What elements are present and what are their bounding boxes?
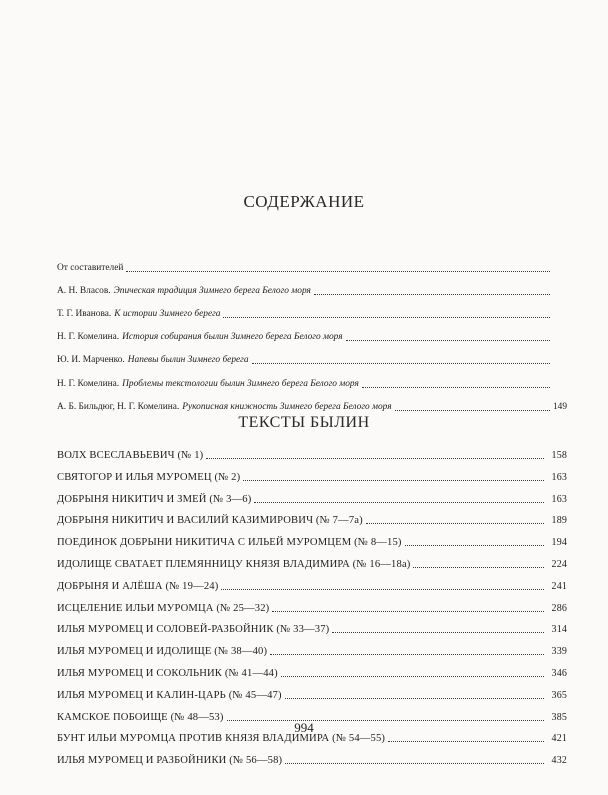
- page-number: 994: [294, 720, 314, 735]
- dot-leader: [332, 631, 544, 633]
- bylina-page-number: 286: [551, 602, 567, 614]
- dot-leader: [272, 610, 544, 612]
- bylina-title: ИЛЬЯ МУРОМЕЦ И СОКОЛЬНИК (№ 41—44): [57, 668, 278, 679]
- intro-entry: [57, 256, 567, 274]
- bylina-title: ИСЦЕЛЕНИЕ ИЛЬИ МУРОМЦА (№ 25—32): [57, 602, 270, 614]
- dot-leader: [405, 544, 544, 546]
- intro-entry: [57, 372, 567, 390]
- dot-leader: [126, 270, 550, 272]
- bylina-page-number: 224: [551, 559, 567, 570]
- entry-author: Ю. И. Марченко.: [57, 355, 125, 366]
- bylina-entry: [57, 747, 567, 767]
- bylina-page-number: 194: [551, 537, 567, 549]
- bylina-page-number: 339: [551, 646, 567, 658]
- dot-leader: [395, 409, 550, 411]
- entry-page-number: 149: [552, 401, 567, 412]
- intro-entry: [57, 395, 567, 413]
- intro-entry: [57, 325, 567, 343]
- bylina-entry: [57, 464, 567, 484]
- dot-leader: [243, 479, 544, 481]
- bylina-page-number: 432: [551, 755, 567, 767]
- dot-leader: [281, 675, 544, 677]
- bylina-title: ДОБРЫНЯ НИКИТИЧ И ЗМЕЙ (№ 3—6): [57, 493, 252, 505]
- bylina-title: ДОБРЫНЯ И АЛЁША (№ 19—24): [57, 580, 219, 592]
- bylina-entry: [57, 529, 567, 549]
- bylina-entry: [57, 682, 567, 702]
- entry-author: Н. Г. Комелина.: [57, 332, 120, 343]
- texts-heading: ТЕКСТЫ БЫЛИН: [238, 414, 370, 431]
- dot-leader: [221, 588, 544, 590]
- dot-leader: [388, 740, 544, 742]
- dot-leader: [314, 293, 550, 295]
- dot-leader: [285, 697, 544, 699]
- bylina-page-number: 241: [551, 580, 567, 592]
- bylina-title: ИЛЬЯ МУРОМЕЦ И ИДОЛИЩЕ (№ 38—40): [57, 646, 268, 658]
- bylina-page-number: 314: [551, 624, 567, 636]
- bylina-entry: [57, 660, 567, 680]
- entry-title: Напевы былин Зимнего берега: [127, 355, 249, 366]
- dot-leader: [254, 501, 544, 503]
- bylina-page-number: 158: [551, 450, 567, 461]
- entry-title: История собирания былин Зимнего берега Белого моря: [122, 332, 343, 343]
- bylina-title: ИЛЬЯ МУРОМЕЦ И СОЛОВЕЙ-РАЗБОЙНИК (№ 33—37): [57, 624, 330, 636]
- entry-title: От составителей: [57, 263, 124, 273]
- dot-leader: [362, 386, 550, 388]
- bylina-title: ИЛЬЯ МУРОМЕЦ И КАЛИН-ЦАРЬ (№ 45—47): [57, 689, 282, 701]
- bylina-page-number: 421: [551, 733, 567, 745]
- intro-entry: [57, 302, 567, 320]
- bylina-entry: [57, 551, 567, 571]
- entry-title: Проблемы текстологии былин Зимнего берега Белого моря: [122, 378, 359, 389]
- bylina-page-number: 163: [551, 471, 567, 483]
- bylina-entry: [57, 573, 567, 593]
- bylina-entry: [57, 616, 567, 636]
- entry-title: Эпическая традиция Зимнего берега Белого моря: [113, 286, 311, 297]
- bylina-page-number: 163: [551, 493, 567, 505]
- dot-leader: [413, 566, 544, 568]
- intro-entry: [57, 279, 567, 297]
- entry-author: А. Н. Власов.: [57, 286, 111, 297]
- dot-leader: [223, 316, 550, 318]
- bylina-title: ИДОЛИЩЕ СВАТАЕТ ПЛЕМЯННИЦУ КНЯЗЯ ВЛАДИМИРА (№ 16—18а): [57, 559, 411, 570]
- entry-title: Рукописная книжность Зимнего берега Белого моря: [182, 401, 392, 412]
- bylina-entry: [57, 442, 567, 462]
- bylina-entry: [57, 595, 567, 615]
- dot-leader: [252, 362, 550, 364]
- bylina-title: ДОБРЫНЯ НИКИТИЧ И ВАСИЛИЙ КАЗИМИРОВИЧ (№ 7—7а): [57, 515, 363, 527]
- entry-author: Т. Г. Иванова.: [57, 309, 112, 320]
- bylina-page-number: 346: [551, 668, 567, 679]
- bylina-title: ВОЛХ ВСЕСЛАВЬЕВИЧ (№ 1): [57, 450, 204, 461]
- bylina-page-number: 365: [551, 689, 567, 701]
- bylina-title: ИЛЬЯ МУРОМЕЦ И РАЗБОЙНИКИ (№ 56—58): [57, 755, 283, 767]
- bylina-entry: [57, 638, 567, 658]
- entry-author: А. Б. Бильдюг, Н. Г. Комелина.: [57, 401, 180, 412]
- bylina-title: СВЯТОГОР И ИЛЬЯ МУРОМЕЦ (№ 2): [57, 471, 241, 483]
- bylina-page-number: 189: [551, 515, 567, 527]
- contents-heading: СОДЕРЖАНИЕ: [243, 192, 365, 211]
- entry-author: Н. Г. Комелина.: [57, 378, 120, 389]
- bylina-page-number: 385: [551, 711, 567, 723]
- entry-title: К истории Зимнего берега: [114, 309, 221, 320]
- dot-leader: [285, 762, 544, 764]
- bylina-entry: [57, 486, 567, 506]
- bylina-title: БУНТ ИЛЬИ МУРОМЦА ПРОТИВ КНЯЗЯ ВЛАДИМИРА (№ 54—55): [57, 733, 386, 745]
- dot-leader: [366, 522, 544, 524]
- bylina-title: ПОЕДИНОК ДОБРЫНИ НИКИТИЧА С ИЛЬЕЙ МУРОМЦЕМ (№ 8—15): [57, 537, 402, 549]
- dot-leader: [270, 653, 544, 655]
- dot-leader: [206, 457, 544, 459]
- dot-leader: [346, 339, 550, 341]
- bylina-title: КАМСКОЕ ПОБОИЩЕ (№ 48—53): [57, 711, 224, 723]
- intro-entry: [57, 348, 567, 366]
- bylina-entry: [57, 507, 567, 527]
